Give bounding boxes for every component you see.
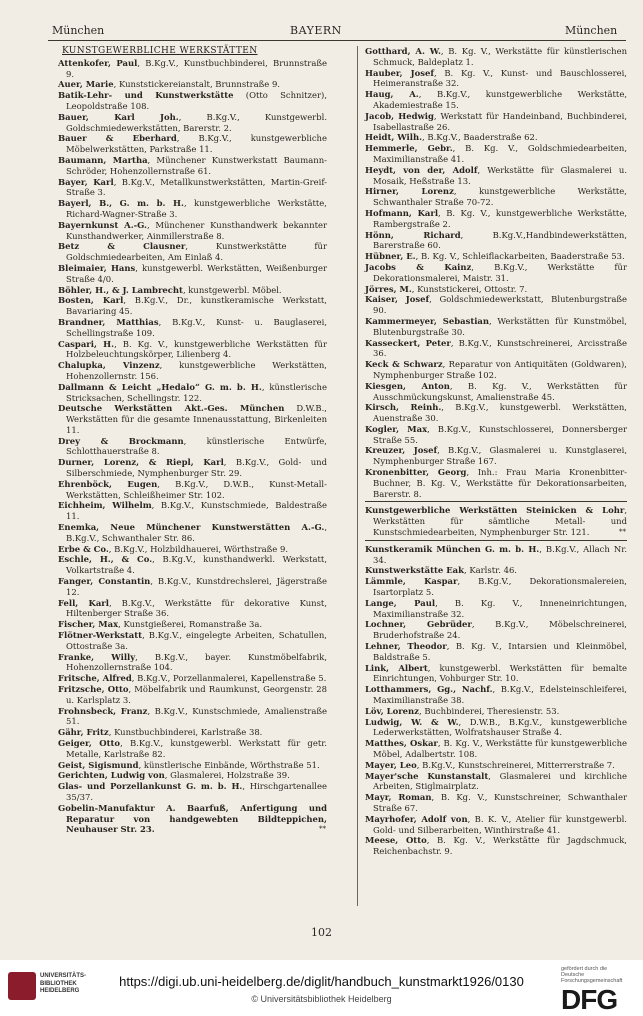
directory-entry xyxy=(58,198,327,220)
entry-name: Meese, Otto xyxy=(365,835,427,846)
entry-text: , B. Kg. V., kunstgewerbliche Werkstätte, Rambergstraße 2. xyxy=(373,207,627,229)
entry-name: Kogler, Max xyxy=(365,423,428,434)
entry-name: Kaiser, Josef xyxy=(365,294,430,305)
entry-text: , Kunststickerei, Ottostr. 7. xyxy=(411,283,528,294)
directory-entry xyxy=(365,792,627,814)
directory-entry xyxy=(58,382,327,404)
entry-text: , B. Kg. V., Werkstätte für Jagdschmuck, Reichenbachstr. 9. xyxy=(373,835,627,857)
directory-entry xyxy=(365,717,627,739)
directory-entry xyxy=(58,360,327,382)
directory-entry xyxy=(365,68,627,90)
directory-entry xyxy=(365,544,627,566)
entry-name: Eschle, H., & Co. xyxy=(58,554,153,565)
entry-text: , B.Kg.V.,Handbindewerkstätten, Barerstraße 60. xyxy=(373,229,627,251)
dfg-caption-1: gefördert durch die xyxy=(561,966,608,972)
directory-entry xyxy=(58,436,327,458)
entry-name: Hirner, Lorenz xyxy=(365,186,454,197)
entry-name: Kasseckert, Peter xyxy=(365,337,451,348)
entry-text: , B.Kg.V., Kunstgewerbl. Goldschmiedewerkstätten, Barerstr. 2. xyxy=(66,111,327,133)
directory-entry xyxy=(58,673,327,684)
dfg-wordmark: DFG xyxy=(561,984,618,1015)
entry-text: , Kunstgießerei, Romanstraße 3a. xyxy=(118,619,263,630)
dfg-caption-2: Deutsche Forschungsgemeinschaft xyxy=(561,972,623,984)
entry-name: Bauer, Karl Joh. xyxy=(58,111,179,122)
directory-entry xyxy=(365,402,627,424)
directory-entry xyxy=(58,706,327,728)
entry-name: Dallmann & Leicht „Hedalo“ G. m. b. H. xyxy=(58,381,262,392)
directory-entry xyxy=(365,132,627,143)
entry-name: Gobelin-Manufaktur A. Baarfuß, Anfertigung und Reparatur von handgewebten Bildteppichen, Neuhauser Str. 23. xyxy=(58,802,327,835)
entry-text: , B. Kg. V., kunstgewerbliche Werkstätten für Holzbeleuchtungskörper, Lilienberg 4. xyxy=(66,338,327,360)
directory-entry xyxy=(365,208,627,230)
entry-name: Enemka, Neue Münchener Kunstwerstätten A.-G. xyxy=(58,522,325,533)
entry-name: Fritsche, Alfred xyxy=(58,673,132,684)
entry-name: Hemmerle, Gebr. xyxy=(365,143,453,154)
entry-name: Kunstgewerbliche Werkstätten Steinicken & Lohr xyxy=(365,505,625,516)
entry-name: Jacob, Hedwig xyxy=(365,110,434,121)
entry-text: , B.Kg.V., Porzellanmalerei, Kapellenstraße 5. xyxy=(131,673,327,684)
directory-entry xyxy=(58,500,327,522)
entry-name: Gähr, Fritz xyxy=(58,727,109,738)
entry-text: , künstlerische Stricksachen, Schellingstr. 122. xyxy=(66,381,327,403)
directory-entry xyxy=(365,706,627,717)
directory-entry xyxy=(58,317,327,339)
entry-name: Hönn, Richard xyxy=(365,229,461,240)
entry-text: , B.Kg.V., Kunstschlosserei, Donnersberger Straße 55. xyxy=(373,423,627,445)
entry-text: , kunstgewerbliche Werkstätte, Richard-Wagner-Straße 3. xyxy=(66,198,327,219)
entry-text: , Münchener Kunsthandwerk bekannter Kunsthandwerker, Ainmillerstraße 8. xyxy=(66,219,328,241)
directory-entry xyxy=(58,652,327,674)
entry-text: , Kunststickereianstalt, Brunnstraße 9. xyxy=(113,79,280,90)
entry-text: , Werkstätten für Kunstmöbel, Blutenburgstraße 30. xyxy=(373,315,627,337)
entry-text: , B. Kg. V., Goldschmiedearbeiten, Maximilianstraße 41. xyxy=(373,143,627,164)
directory-entry xyxy=(365,143,627,165)
column-divider xyxy=(357,46,358,906)
entry-text: , Karlstr. 46. xyxy=(463,565,517,576)
header-left: München xyxy=(52,24,105,37)
entry-name: Jörres, M. xyxy=(365,283,412,294)
entry-text: , Münchener Kunstwerkstatt Baumann-Schröder, Hohenzollernstraße 61. xyxy=(66,154,327,176)
highlighted-entry: Kunstgewerbliche Werkstätten Steinicken & Lohr, Werkstätten für sämtliche Metall- und Kunstschmiedearbeiten, Nymphenburger Str. 121. ** xyxy=(365,505,627,538)
entry-name: Fanger, Constantin xyxy=(58,576,151,587)
directory-entry xyxy=(58,630,327,652)
entry-name: Lotthammers, Gg., Nachf. xyxy=(365,684,493,695)
entry-text: , Werkstätten für sämtliche Metall- und Kunstschmiedearbeiten, Nymphenburger Str. 121. xyxy=(373,505,627,538)
entry-text: , Möbelfabrik und Raumkunst, Georgenstr. 28 u. Karlsplatz 3. xyxy=(66,684,327,705)
entry-name: Frohnsbeck, Franz xyxy=(58,705,148,716)
entry-text: , B. Kg. V., Werkstätte für künstlerischen Schmuck, Baldeplatz 1. xyxy=(373,46,627,67)
entry-name: Bayernkunst A.-G. xyxy=(58,219,147,230)
directory-entry xyxy=(365,467,627,499)
entry-text: , B.Kg.V., Allach Nr. 34. xyxy=(373,543,628,565)
entry-text: , B.Kg.V., Glasmalerei u. Kunstglaserei, Nymphenburger Straße 167. xyxy=(373,445,627,467)
directory-entry xyxy=(365,663,627,685)
entry-text: , Buchbinderei, Theresienstr. 53. xyxy=(418,705,560,716)
entry-text: , B.Kg.V., Baaderstraße 62. xyxy=(422,132,538,143)
entry-name: Glas- und Porzellankunst G. m. b. H. xyxy=(58,781,243,792)
directory-entry xyxy=(58,79,327,90)
directory-entry xyxy=(365,46,627,68)
directory-entry xyxy=(365,284,627,295)
entry-name: Ludwig, W. & W. xyxy=(365,716,459,727)
directory-entry xyxy=(58,263,327,285)
entry-text: , B.Kg.V., kunsthandwerkl. Werkstatt, Volkartstraße 4. xyxy=(66,554,327,576)
copyright: © Universitätsbibliothek Heidelberg xyxy=(251,994,392,1004)
directory-entry xyxy=(58,295,327,317)
right-entry-list-a xyxy=(365,46,627,499)
entry-name: Kirsch, Reinh. xyxy=(365,402,442,413)
entry-name: Brandner, Matthias xyxy=(58,316,159,327)
directory-entry: Gobelin-Manufaktur A. Baarfuß, Anfertigung und Reparatur von handgewebten Bildteppichen, Neuhauser Str. 23. ** xyxy=(58,802,327,835)
entry-text: , Hirschgartenallee 35/37. xyxy=(66,781,327,802)
directory-entry xyxy=(58,339,327,361)
directory-entry xyxy=(58,576,327,598)
entry-text: , B.Kg.V., kunstgewerbliche Möbelwerkstätten, Parkstraße 11. xyxy=(66,133,327,155)
entry-name: Betz & Clausner xyxy=(58,241,186,252)
directory-entry xyxy=(365,814,627,836)
entry-name: Caspari, H. xyxy=(58,338,115,349)
entry-name: Bleimaier, Hans xyxy=(58,262,136,273)
entry-name: Chalupka, Vinzenz xyxy=(58,360,160,371)
directory-entry xyxy=(58,457,327,479)
entry-text: , B. Kg. V., Intarsien und Kleinmöbel, Baldstraße 5. xyxy=(373,641,627,662)
box-rule-bottom xyxy=(365,540,627,541)
page-number: 102 xyxy=(311,926,332,939)
directory-entry xyxy=(365,251,627,262)
directory-entry xyxy=(365,565,627,576)
directory-entry xyxy=(58,619,327,630)
entry-name: Mayer'sche Kunstanstalt xyxy=(365,770,489,781)
entry-text: D.W.B., Werkstätten für die gesamte Innenausstattung, Birkenleiten 11. xyxy=(66,403,327,435)
directory-entry xyxy=(58,598,327,620)
entry-text: , B.Kg.V., kunstgewerbl. Werkstatt für getr. Metalle, Karlstraße 82. xyxy=(66,738,327,759)
directory-entry xyxy=(58,738,327,760)
footer-bar xyxy=(0,960,643,1013)
entry-name: Mayrhofer, Adolf von xyxy=(365,813,468,824)
directory-entry xyxy=(58,241,327,263)
entry-name: Flötner-Werkstatt xyxy=(58,630,143,641)
entry-name: Kreuzer, Josef xyxy=(365,445,438,456)
directory-entry xyxy=(58,770,327,781)
entry-name: Matthes, Oskar xyxy=(365,738,438,749)
directory-entry xyxy=(365,738,627,760)
directory-entry xyxy=(58,90,327,112)
entry-name: Kammermeyer, Sebastian xyxy=(365,315,490,326)
directory-entry xyxy=(58,112,327,134)
entry-text: , B.Kg.V., Kunstschreinerei, Arcisstraße 36. xyxy=(373,337,628,359)
entry-text: , B.Kg.V., D.W.B., Kunst-Metall-Werkstätten, Schleißheimer Str. 102. xyxy=(66,478,327,500)
entry-name: Kiesgen, Anton xyxy=(365,380,450,391)
directory-entry xyxy=(365,598,627,620)
entry-text: , B.Kg.V., eingelegte Arbeiten, Schatullen, Ottostraße 3a. xyxy=(66,630,327,651)
entry-text: , B.Kg.V., Werkstätte für dekorative Kunst, Hiltenberger Straße 36. xyxy=(66,597,327,619)
directory-entry xyxy=(58,522,327,544)
directory-entry xyxy=(365,186,627,208)
entry-name: Franke, Willy xyxy=(58,651,136,662)
entry-name: Baumann, Martha xyxy=(58,154,148,165)
university-name: UNIVERSITÄTS- BIBLIOTHEK HEIDELBERG xyxy=(40,973,87,994)
entry-name: Deutsche Werkstätten Akt.-Ges. München xyxy=(58,403,285,414)
entry-text: , B. Kg. V., Kunst- und Bauschlosserei, Heimeranstraße 32. xyxy=(373,67,627,89)
directory-entry xyxy=(58,220,327,242)
entry-text: , D.W.B., B.Kg.V., kunstgewerbliche Lederwerkstätten, Wolfratshauser Straße 4. xyxy=(373,716,627,738)
entry-text: , B. Kg. V., Inneneinrichtungen, Maximilianstraße 32. xyxy=(373,597,628,619)
directory-entry xyxy=(365,262,627,284)
entry-name: Löv, Lorenz xyxy=(365,705,419,716)
entry-text: , B.Kg.V., kunstgewerbliche Werkstätte, Akademiestraße 15. xyxy=(373,89,627,110)
entry-text: , Inh.: Frau Maria Kronenbitter-Buchner, B. Kg. V., Werkstätte für Dekorationsarbeiten, Barerstr. 8. xyxy=(373,467,627,499)
directory-entry xyxy=(365,165,627,187)
entry-name: Heidt, Wilh. xyxy=(365,132,423,143)
section-heading: KUNSTGEWERBLICHE WERKSTÄTTEN xyxy=(62,46,258,56)
entry-name: Link, Albert xyxy=(365,662,428,673)
entry-name: Attenkofer, Paul xyxy=(58,57,138,68)
directory-entry xyxy=(58,155,327,177)
entry-text: , künstlerische Einbände, Wörthstraße 51. xyxy=(138,759,320,770)
directory-entry xyxy=(58,554,327,576)
entry-text: , Kunstbuchbinderei, Karlstraße 38. xyxy=(108,727,263,738)
entry-text: , künstlerische Entwürfe, Schlotthauerstraße 8. xyxy=(66,435,327,457)
entry-name: Mayer, Leo xyxy=(365,759,417,770)
entry-text: , B.Kg.V., bayer. Kunstmöbelfabrik, Hohenzollernstraße 104. xyxy=(66,651,327,673)
entry-name: Batik-Lehr- und Kunstwerkstätte xyxy=(58,90,234,101)
entry-name: Kunstkeramik München G. m. b. H. xyxy=(365,543,540,554)
entry-name: Lochner, Gebrüder xyxy=(365,619,472,630)
directory-entry xyxy=(365,230,627,252)
entry-name: Geiger, Otto xyxy=(58,738,121,748)
entry-text: , B.Kg.V., Kunstbuchbinderei, Brunnstraße 9. xyxy=(66,57,327,79)
entry-text: (Otto Schnitzer), Leopoldstraße 108. xyxy=(66,90,327,111)
entry-text: , B.Kg.V., Dekorationsmalereien, Isartorplatz 5. xyxy=(373,576,627,598)
right-entry-list-b xyxy=(365,544,627,857)
directory-entry xyxy=(365,359,627,381)
left-entry-list xyxy=(58,58,327,835)
entry-name: Geist, Sigismund xyxy=(58,759,139,770)
entry-text: , Glasmalerei und kirchliche Arbeiten, Stiglmairplatz. xyxy=(373,770,627,792)
directory-entry xyxy=(58,760,327,771)
entry-text: , Werkstätte für Glasmalerei u. Mosaik, Heßstraße 13. xyxy=(373,164,628,186)
directory-entry xyxy=(365,89,627,111)
entry-text: , B.Kg.V., Gold- und Silberschmiede, Nymphenburger Str. 29. xyxy=(66,457,327,479)
entry-text: , B.Kg.V., Dr., kunstkeramische Werkstatt, Bavariaring 45. xyxy=(66,295,327,317)
directory-entry xyxy=(365,445,627,467)
entry-name: Lämmle, Kaspar xyxy=(365,576,458,587)
entry-name: Auer, Marie xyxy=(58,79,114,90)
directory-entry xyxy=(58,58,327,80)
directory-entry xyxy=(365,684,627,706)
entry-text: , B. Kg. V., Werkstätte für kunstgewerbliche Möbel, Adalbertstr. 108. xyxy=(373,738,627,759)
entry-text: , Glasmalerei, Holzstraße 39. xyxy=(164,770,290,781)
directory-entry xyxy=(365,294,627,316)
dfg-logo[interactable] xyxy=(561,966,629,1015)
directory-entry xyxy=(58,544,327,555)
permalink[interactable]: https://digi.ub.uni-heidelberg.de/diglit/handbuch_kunstmarkt1926/0130 xyxy=(119,974,524,989)
entry-name: Fischer, Max xyxy=(58,619,119,630)
entry-name: Heydt, von der, Adolf xyxy=(365,164,478,175)
entry-name: Bayerl, B., G. m. b. H. xyxy=(58,198,184,209)
directory-entry xyxy=(365,316,627,338)
entry-text: , B.Kg.V., Werkstätte für Dekorationsmalerei, Maistr. 31. xyxy=(373,261,627,283)
entry-name: Kronenbitter, Georg xyxy=(365,467,467,478)
entry-text: , B.Kg.V., Kunstschmiede, Baldestraße 11. xyxy=(66,500,327,522)
entry-name: Jacobs & Kainz xyxy=(365,261,472,272)
entry-name: Böhler, H., & J. Lambrecht xyxy=(58,284,183,295)
directory-entry xyxy=(365,111,627,133)
entry-text: , B.Kg.V., kunstgewerbl. Werkstätten, Auenstraße 30. xyxy=(373,402,627,424)
directory-entry xyxy=(58,177,327,199)
directory-entry xyxy=(365,424,627,446)
directory-entry xyxy=(58,781,327,803)
entry-name: Fell, Karl xyxy=(58,597,109,608)
entry-text: , B.Kg.V., Möbelschreinerei, Bruderhofstraße 24. xyxy=(373,619,627,641)
left-column xyxy=(58,46,327,835)
entry-text: , B.Kg.V., Kunst- u. Bauglaserei, Schellingstraße 109. xyxy=(66,316,328,338)
entry-text: , Kunstwerkstätte für Goldschmiedearbeiten, Am Einlaß 4. xyxy=(66,241,328,263)
entry-text: , B.Kg.V., Kunstdrechslerei, Jägerstraße 12. xyxy=(66,576,327,597)
directory-entry xyxy=(365,771,627,793)
entry-name: Mayr, Roman xyxy=(365,792,432,803)
entry-name: Ehrenböck, Eugen xyxy=(58,478,158,489)
entry-text: , B. K. V., Atelier für kunstgewerbl. Gold- und Silberarbeiten, Winthirstraße 41. xyxy=(373,813,627,835)
header-center: BAYERN xyxy=(290,24,342,37)
entry-text: , kunstgewerbliche Werkstätte, Schwanthaler Straße 70-72. xyxy=(373,186,627,208)
entry-name: Durner, Lorenz, & Riepl, Karl xyxy=(58,457,224,468)
entry-name: Hauber, Josef xyxy=(365,67,434,78)
entry-name: Keck & Schwarz xyxy=(365,359,443,370)
entry-text: , B.Kg.V., Schwanthaler Str. 86. xyxy=(66,522,327,543)
directory-entry xyxy=(58,684,327,706)
entry-text: , B.Kg.V., Holzbildhauerei, Wörthstraße 9. xyxy=(108,543,289,554)
header-rule xyxy=(48,40,626,41)
entry-name: Gerichten, Ludwig von xyxy=(58,770,165,781)
directory-entry xyxy=(365,576,627,598)
entry-name: Gotthard, A. W. xyxy=(365,46,441,56)
entry-text: , kunstgewerbl. Werkstätten für bemalte Einrichtungen, Vohburger Str. 10. xyxy=(373,662,628,684)
entry-name: Bauer & Eberhard xyxy=(58,133,177,144)
entry-text: , B.Kg.V., Kunstschreinerei, Mitterrerstraße 7. xyxy=(416,759,615,770)
directory-entry xyxy=(365,338,627,360)
entry-name: Kunstwerkstätte Eak xyxy=(365,565,464,576)
box-rule-top xyxy=(365,501,627,502)
directory-entry xyxy=(365,760,627,771)
entry-name: Hübner, E. xyxy=(365,251,416,262)
entry-name: Lange, Paul xyxy=(365,597,436,608)
entry-text: , Goldschmiedewerkstatt, Blutenburgstraße 90. xyxy=(373,294,628,316)
entry-name: Erbe & Co. xyxy=(58,543,109,554)
entry-name: Lehner, Theodor xyxy=(365,641,447,652)
entry-text: , B. Kg. V., Schleiflackarbeiten, Baaderstraße 53. xyxy=(415,251,625,262)
entry-name: Drey & Brockmann xyxy=(58,435,184,446)
directory-entry xyxy=(58,403,327,435)
directory-entry xyxy=(58,727,327,738)
header-right: München xyxy=(565,24,618,37)
entry-name: Hofmann, Karl xyxy=(365,207,439,218)
entry-text: , B.Kg.V., Kunstschmiede, Amalienstraße 51. xyxy=(66,705,327,727)
entry-text: , B. Kg. V., Werkstätten für Ausschmückungskunst, Amalienstraße 45. xyxy=(373,380,628,402)
entry-text: , B.Kg.V., Metallkunstwerkstätten, Martin-Greif-Straße 3. xyxy=(66,176,327,198)
directory-entry xyxy=(58,479,327,501)
directory-entry xyxy=(365,835,627,857)
entry-text: , Werkstatt für Handeinband, Buchbinderei, Isabellastraße 26. xyxy=(373,110,627,132)
directory-entry xyxy=(365,381,627,403)
entry-name: Bayer, Karl xyxy=(58,176,114,187)
entry-text: , B.Kg.V., Edelsteinschleiferei, Maximilianstraße 38. xyxy=(373,684,627,706)
directory-entry xyxy=(365,619,627,641)
entry-name: Haug, A. xyxy=(365,89,419,100)
entry-text: , kunstgewerbl. Möbel. xyxy=(182,284,282,295)
entry-name: Eichheim, Wilhelm xyxy=(58,500,152,511)
right-column xyxy=(365,46,627,857)
directory-entry xyxy=(58,133,327,155)
entry-text: , kunstgewerbliche Werkstätten, Hohenzollernstr. 156. xyxy=(66,360,327,381)
entry-text: , kunstgewerbl. Werkstätten, Weißenburger Straße 4/0. xyxy=(66,262,327,284)
entry-name: Fritzsche, Otto xyxy=(58,684,129,695)
directory-entry xyxy=(58,285,327,296)
entry-text: , B. Kg. V., Kunstschreiner, Schwanthaler Straße 67. xyxy=(373,792,627,813)
entry-name: Bosten, Karl xyxy=(58,295,124,306)
directory-entry xyxy=(365,641,627,663)
running-header xyxy=(0,24,643,40)
entry-text: , Reparatur von Antiquitäten (Goldwaren), Nymphenburger Straße 102. xyxy=(373,359,627,380)
